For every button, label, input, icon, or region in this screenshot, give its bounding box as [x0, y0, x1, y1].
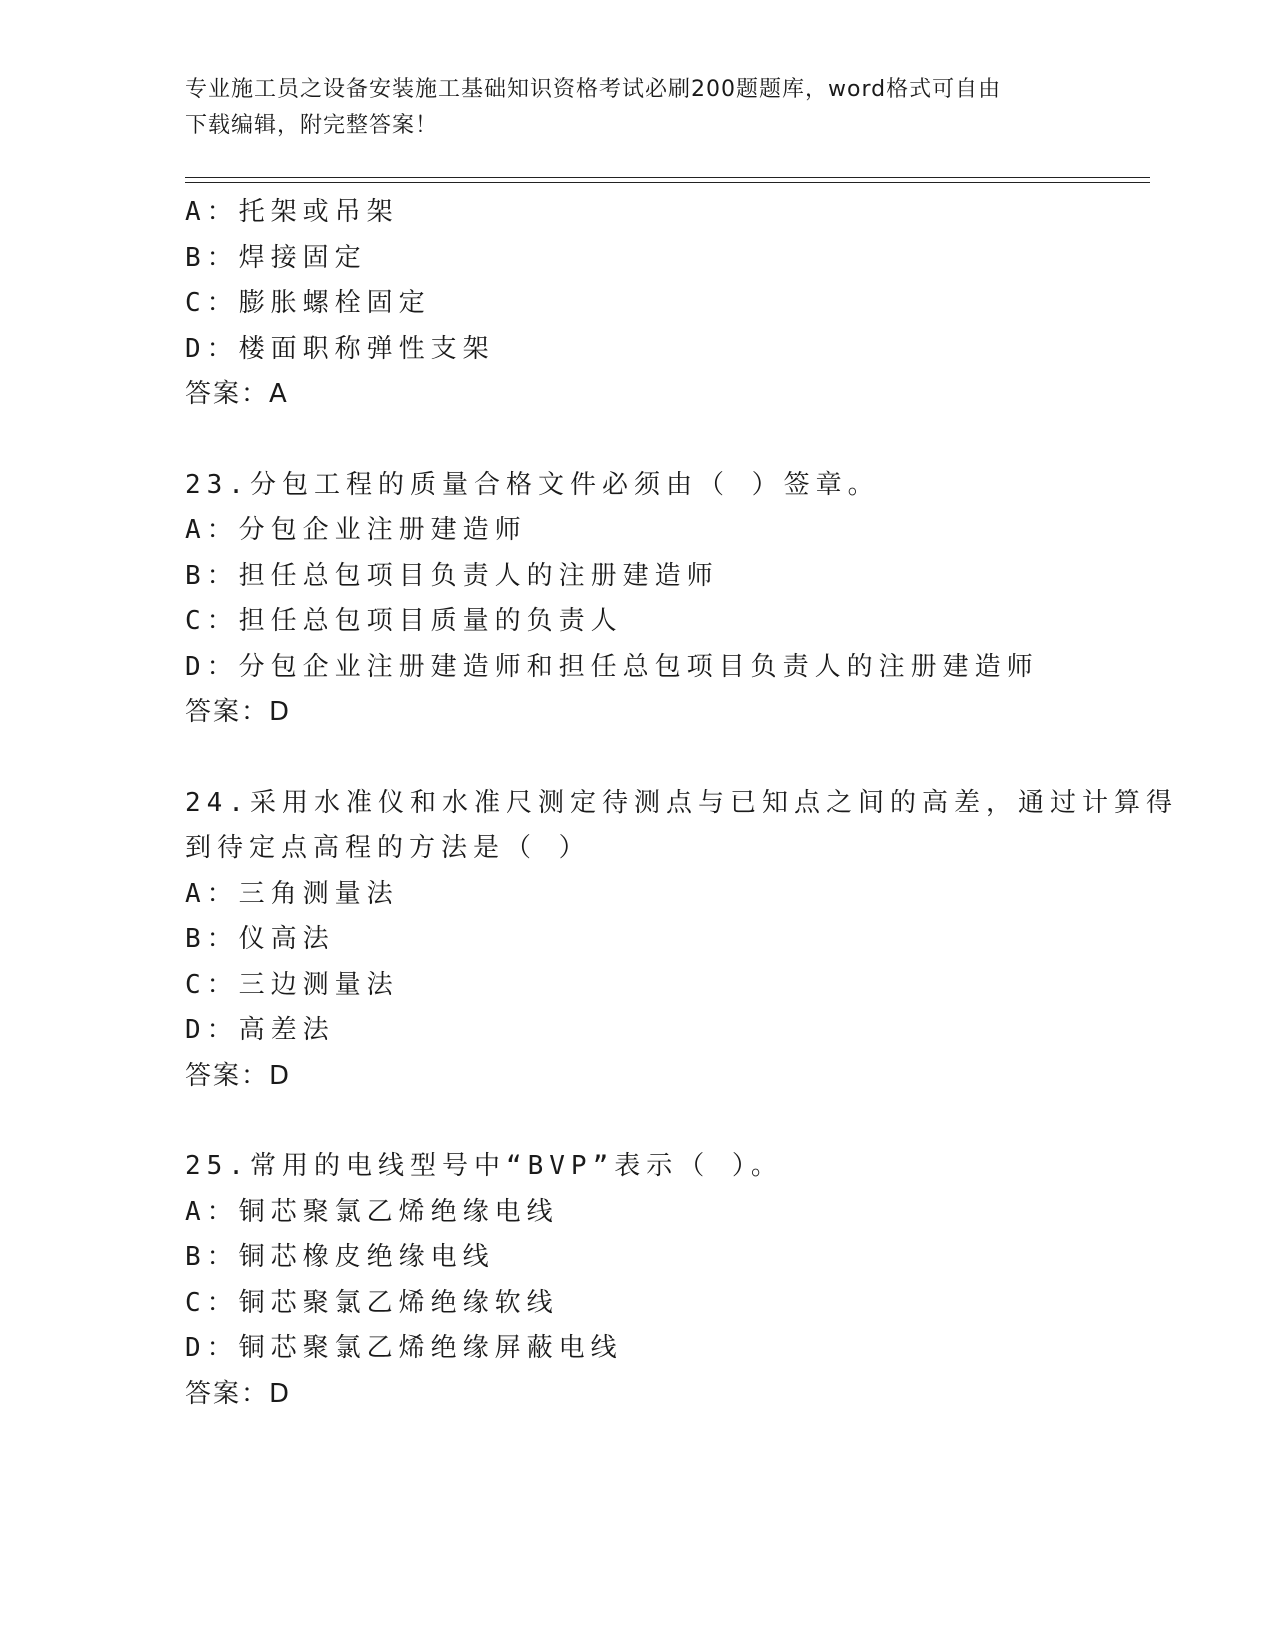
question-23: [185, 463, 1145, 736]
option-b: B：焊接固定: [185, 242, 367, 273]
question-text: 23.分包工程的质量合格文件必须由（ ）签章。: [185, 469, 880, 500]
option-d: D：铜芯聚氯乙烯绝缘屏蔽电线: [185, 1333, 623, 1363]
header-divider-bottom: [185, 182, 1150, 183]
question-list: [185, 190, 1178, 1417]
document-header: [185, 72, 1085, 144]
answer: 答案：D: [185, 1060, 292, 1091]
option-c: C：膨胀螺栓固定: [185, 288, 431, 318]
question-text: 25.常用的电线型号中“BVP”表示（ ）。: [185, 1151, 783, 1181]
spacer: [185, 418, 1145, 463]
option-a: A：分包企业注册建造师: [185, 515, 527, 545]
option-d: D：分包企业注册建造师和担任总包项目负责人的注册建造师: [185, 651, 1039, 682]
question-22: [185, 190, 1145, 418]
header-line-2: 下载编辑，附完整答案！: [185, 113, 439, 138]
answer: 答案：D: [185, 1378, 292, 1409]
option-d: D：楼面职称弹性支架: [185, 333, 495, 364]
option-a: A：三角测量法: [185, 878, 399, 909]
header-line-1: 专业施工员之设备安装施工基础知识资格考试必刷200题题库，word格式可自由: [185, 77, 1002, 102]
option-b: B：仪高法: [185, 924, 335, 954]
header-divider-top: [185, 177, 1150, 178]
spacer: [185, 736, 1145, 781]
question-24: [185, 781, 1178, 1100]
option-c: C：三边测量法: [185, 969, 399, 1000]
answer: 答案：A: [185, 379, 289, 409]
option-b: B：担任总包项目负责人的注册建造师: [185, 560, 719, 591]
question-text-line-2: 到待定点高程的方法是（ ）: [185, 833, 591, 863]
option-d: D：高差法: [185, 1015, 335, 1045]
answer: 答案：D: [185, 697, 292, 727]
question-text-line-1: 24.采用水准仪和水准尺测定待测点与已知点之间的高差，通过计算得: [185, 787, 1178, 818]
option-c: C：担任总包项目质量的负责人: [185, 606, 623, 636]
option-b: B：铜芯橡皮绝缘电线: [185, 1242, 495, 1272]
option-a: A：铜芯聚氯乙烯绝缘电线: [185, 1196, 559, 1227]
spacer: [185, 1099, 1145, 1144]
question-25: [185, 1144, 1145, 1417]
option-a: A：托架或吊架: [185, 197, 399, 227]
option-c: C：铜芯聚氯乙烯绝缘软线: [185, 1287, 559, 1318]
